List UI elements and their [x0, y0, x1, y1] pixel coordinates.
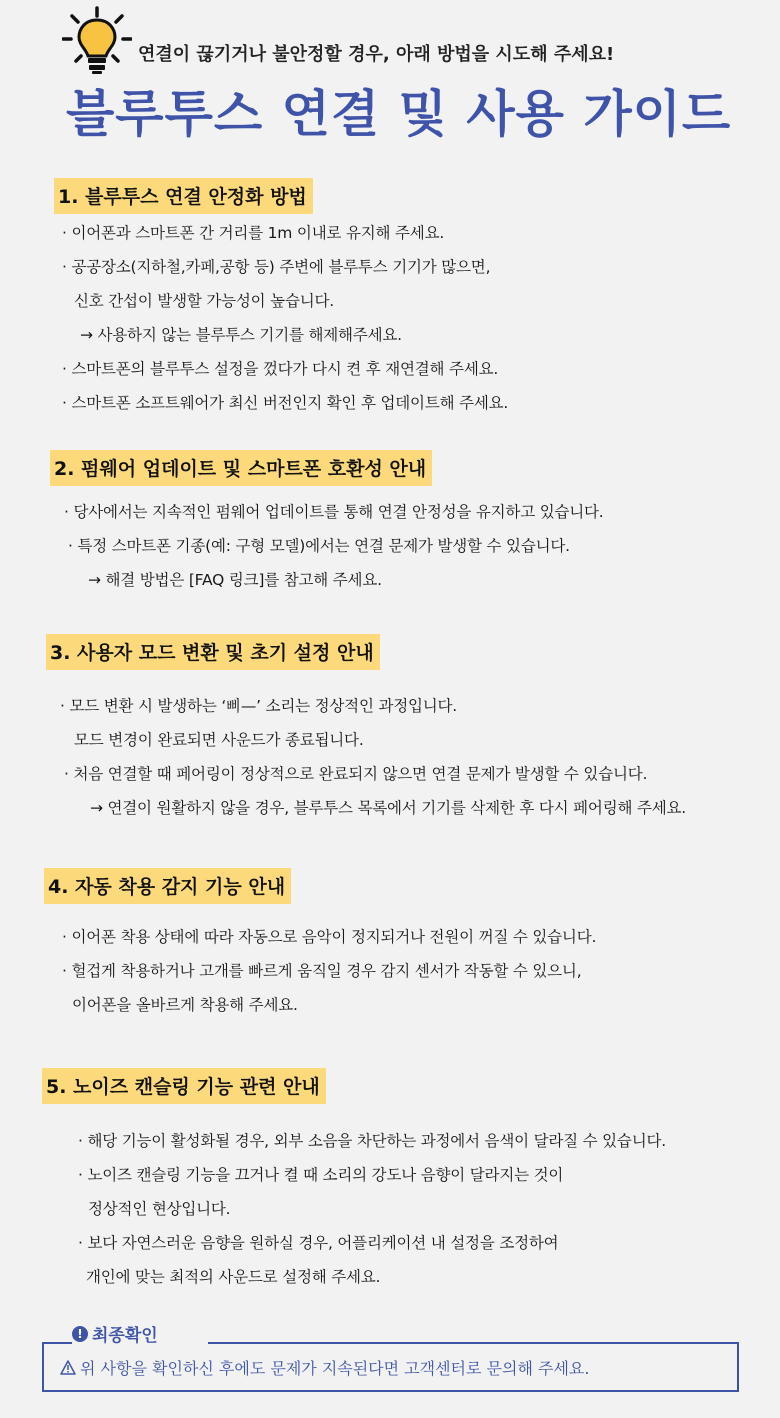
section-line: · 노이즈 캔슬링 기능을 끄거나 켤 때 소리의 강도나 음향이 달라지는 것이	[78, 1166, 564, 1184]
section-line: 개인에 맞는 최적의 사운드로 설정해 주세요.	[86, 1268, 381, 1286]
section-line: 모드 변경이 완료되면 사운드가 종료됩니다.	[74, 731, 364, 749]
section-line: · 공공장소(지하철,카페,공항 등) 주변에 블루투스 기기가 많으면,	[62, 258, 491, 276]
section-line: → 연결이 원활하지 않을 경우, 블루투스 목록에서 기기를 삭제한 후 다시 페어링해 주세요.	[90, 799, 687, 817]
section-line: → 해결 방법은 [FAQ 링크]를 참고해 주세요.	[88, 571, 382, 589]
section-line: · 당사에서는 지속적인 펌웨어 업데이트를 통해 연결 안정성을 유지하고 있습니다.	[64, 503, 604, 521]
lightbulb-icon	[62, 6, 132, 76]
section-heading: 2. 펌웨어 업데이트 및 스마트폰 호환성 안내	[50, 450, 432, 486]
section-line: · 스마트폰 소프트웨어가 최신 버전인지 확인 후 업데이트해 주세요.	[62, 394, 509, 412]
header-subtitle: 연결이 끊기거나 불안정할 경우, 아래 방법을 시도해 주세요!	[138, 44, 615, 65]
section-line: · 헐겁게 착용하거나 고개를 빠르게 움직일 경우 감지 센서가 작동할 수 있으니,	[62, 962, 582, 980]
final-check-box	[42, 1342, 739, 1392]
section-line: · 해당 기능이 활성화될 경우, 외부 소음을 차단하는 과정에서 음색이 달라질 수 있습니다.	[78, 1132, 666, 1150]
section-line: 이어폰을 올바르게 착용해 주세요.	[72, 996, 298, 1014]
exclamation-circle-icon: !	[72, 1326, 88, 1342]
section-line: 신호 간섭이 발생할 가능성이 높습니다.	[74, 292, 335, 310]
final-check-message	[60, 1356, 589, 1379]
section-line: → 사용하지 않는 블루투스 기기를 해제해주세요.	[80, 326, 402, 344]
final-check-label-text: 최종확인	[92, 1326, 158, 1346]
section-line: · 처음 연결할 때 페어링이 정상적으로 완료되지 않으면 연결 문제가 발생할 수 있습니다.	[64, 765, 648, 783]
section-line: · 특정 스마트폰 기종(예: 구형 모델)에서는 연결 문제가 발생할 수 있습니다.	[68, 537, 570, 555]
section-line: · 이어폰 착용 상태에 따라 자동으로 음악이 정지되거나 전원이 꺼질 수 있습니다.	[62, 928, 597, 946]
section-heading: 1. 블루투스 연결 안정화 방법	[54, 178, 313, 214]
section-line: · 보다 자연스러운 음향을 원하실 경우, 어플리케이션 내 설정을 조정하여	[78, 1234, 559, 1252]
section-heading: 5. 노이즈 캔슬링 기능 관련 안내	[42, 1068, 326, 1104]
final-check-text: 위 사항을 확인하신 후에도 문제가 지속된다면 고객센터로 문의해 주세요.	[80, 1359, 590, 1378]
section-line: 정상적인 현상입니다.	[88, 1200, 231, 1218]
guide-header	[0, 0, 780, 160]
section-heading: 4. 자동 착용 감지 기능 안내	[44, 868, 291, 904]
page-title: 블루투스 연결 및 사용 가이드	[66, 85, 732, 143]
section-line: · 모드 변환 시 발생하는 ‘삐—’ 소리는 정상적인 과정입니다.	[60, 697, 458, 715]
warning-triangle-icon	[60, 1360, 76, 1375]
section-heading: 3. 사용자 모드 변환 및 초기 설정 안내	[46, 634, 380, 670]
section-line: · 이어폰과 스마트폰 간 거리를 1m 이내로 유지해 주세요.	[62, 224, 445, 242]
section-line: · 스마트폰의 블루투스 설정을 껐다가 다시 켠 후 재연결해 주세요.	[62, 360, 499, 378]
